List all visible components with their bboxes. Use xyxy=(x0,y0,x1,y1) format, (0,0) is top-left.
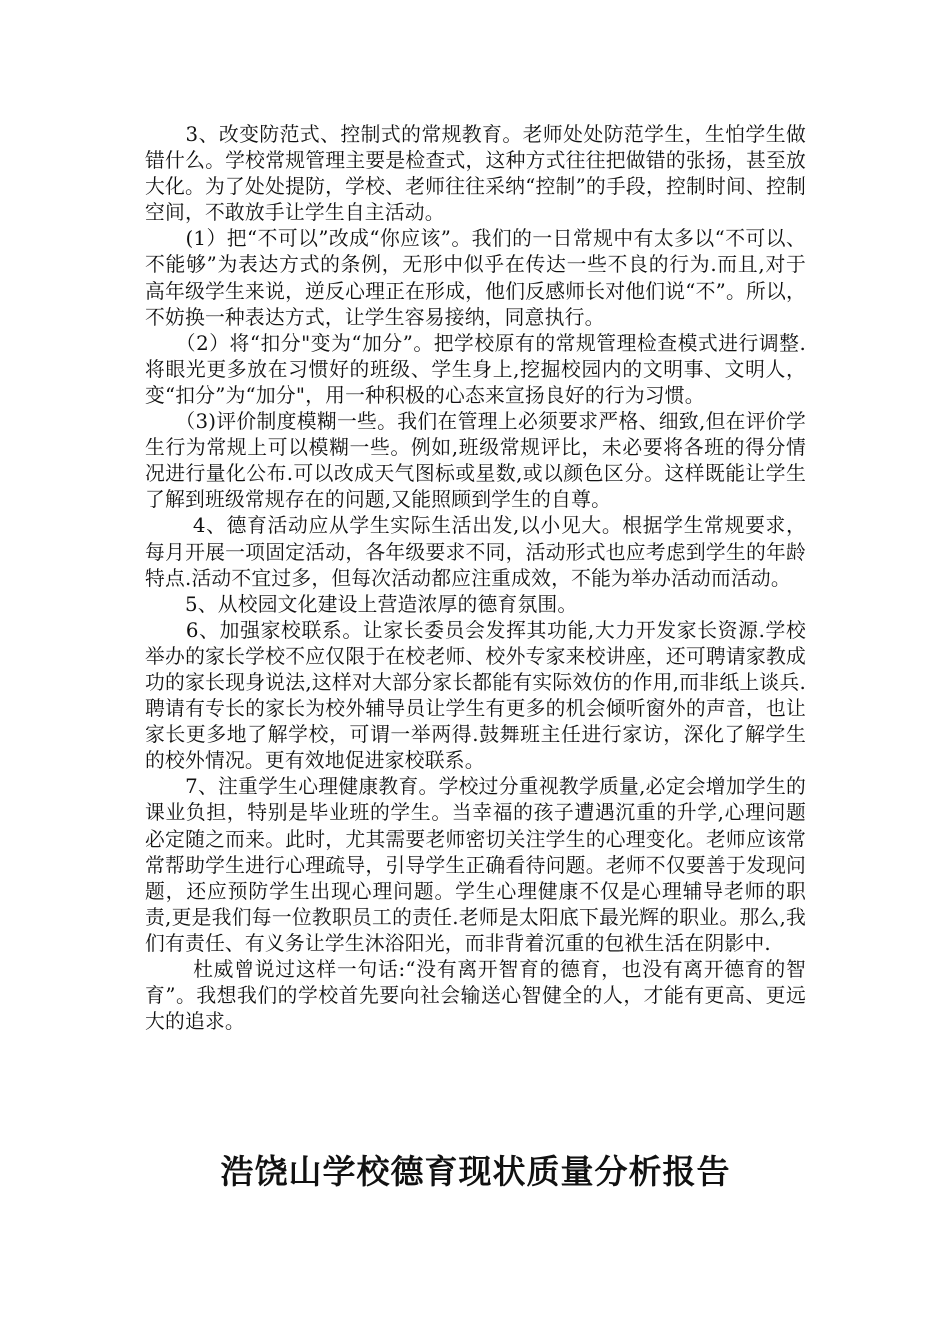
document-body xyxy=(145,122,806,1035)
paragraph-item-7: 7、注重学生心理健康教育。学校过分重视教学质量,必定会增加学生的课业负担，特别是毕业班的学生。当幸福的孩子遭遇沉重的升学,心理问题必定随之而来。此时，尤其需要老师密切关注学生的心理变化。老师应该常常帮助学生进行心理疏导，引导学生正确看待问题。老师不仅要善于发现问题，还应预防学生出现心理问题。学生心理健康不仅是心理辅导老师的职责,更是我们每一位教职员工的责任.老师是太阳底下最光辉的职业。那么,我们有责任、有义务让学生沐浴阳光，而非背着沉重的包袱生活在阴影中. xyxy=(145,775,806,955)
paragraph-item-3-3: （3)评价制度模糊一些。我们在管理上必须要求严格、细致,但在评价学生行为常规上可以模糊一些。例如,班级常规评比，未必要将各班的得分情况进行量化公布.可以改成天气图标或星数,或以颜色区分。这样既能让学生了解到班级常规存在的问题,又能照顾到学生的自尊。 xyxy=(145,410,806,512)
paragraph-item-3-2: （2）将“扣分"变为“加分”。把学校原有的常规管理检查模式进行调整.将眼光更多放在习惯好的班级、学生身上,挖掘校园内的文明事、文明人，变“扣分”为“加分"，用一种积极的心态来宣扬良好的行为习惯。 xyxy=(145,331,806,407)
paragraph-item-5: 5、从校园文化建设上营造浓厚的德育氛围。 xyxy=(145,592,578,616)
paragraph-item-6: 6、加强家校联系。让家长委员会发挥其功能,大力开发家长资源.学校举办的家长学校不应仅限于在校老师、校外专家来校讲座，还可聘请家教成功的家长现身说法,这样对大部分家长都能有实际效仿的作用,而非纸上谈兵.聘请有专长的家长为校外辅导员让学生有更多的机会倾听窗外的声音，也让家长更多地了解学校，可谓一举两得.鼓舞班主任进行家访，深化了解学生的校外情况。更有效地促进家校联系。 xyxy=(145,618,806,773)
report-title: 浩饶山学校德育现状质量分析报告 xyxy=(220,1152,731,1191)
paragraph-item-4: 4、德育活动应从学生实际生活出发,以小见大。根据学生常规要求，每月开展一项固定活动，各年级要求不同，活动形式也应考虑到学生的年龄特点.活动不宜过多，但每次活动都应注重成效，不能为举办活动而活动。 xyxy=(145,514,806,590)
paragraph-conclusion: 杜威曾说过这样一句话:“没有离开智育的德育，也没有离开德育的智育”。我想我们的学校首先要向社会输送心智健全的人，才能有更高、更远大的追求。 xyxy=(145,958,806,1034)
paragraph-item-3: 3、改变防范式、控制式的常规教育。老师处处防范学生，生怕学生做错什么。学校常规管理主要是检查式，这种方式往往把做错的张扬，甚至放大化。为了处处提防，学校、老师往往采纳“控制”的手段，控制时间、控制空间，不敢放手让学生自主活动。 xyxy=(145,123,806,225)
paragraph-item-3-1: (1）把“不可以”改成“你应该”。我们的一日常规中有太多以“不可以、不能够”为表达方式的条例，无形中似乎在传达一些不良的行为.而且,对于高年级学生来说，逆反心理正在形成，他们反感师长对他们说“不”。所以，不妨换一种表达方式，让学生容易接纳，同意执行。 xyxy=(145,227,806,329)
